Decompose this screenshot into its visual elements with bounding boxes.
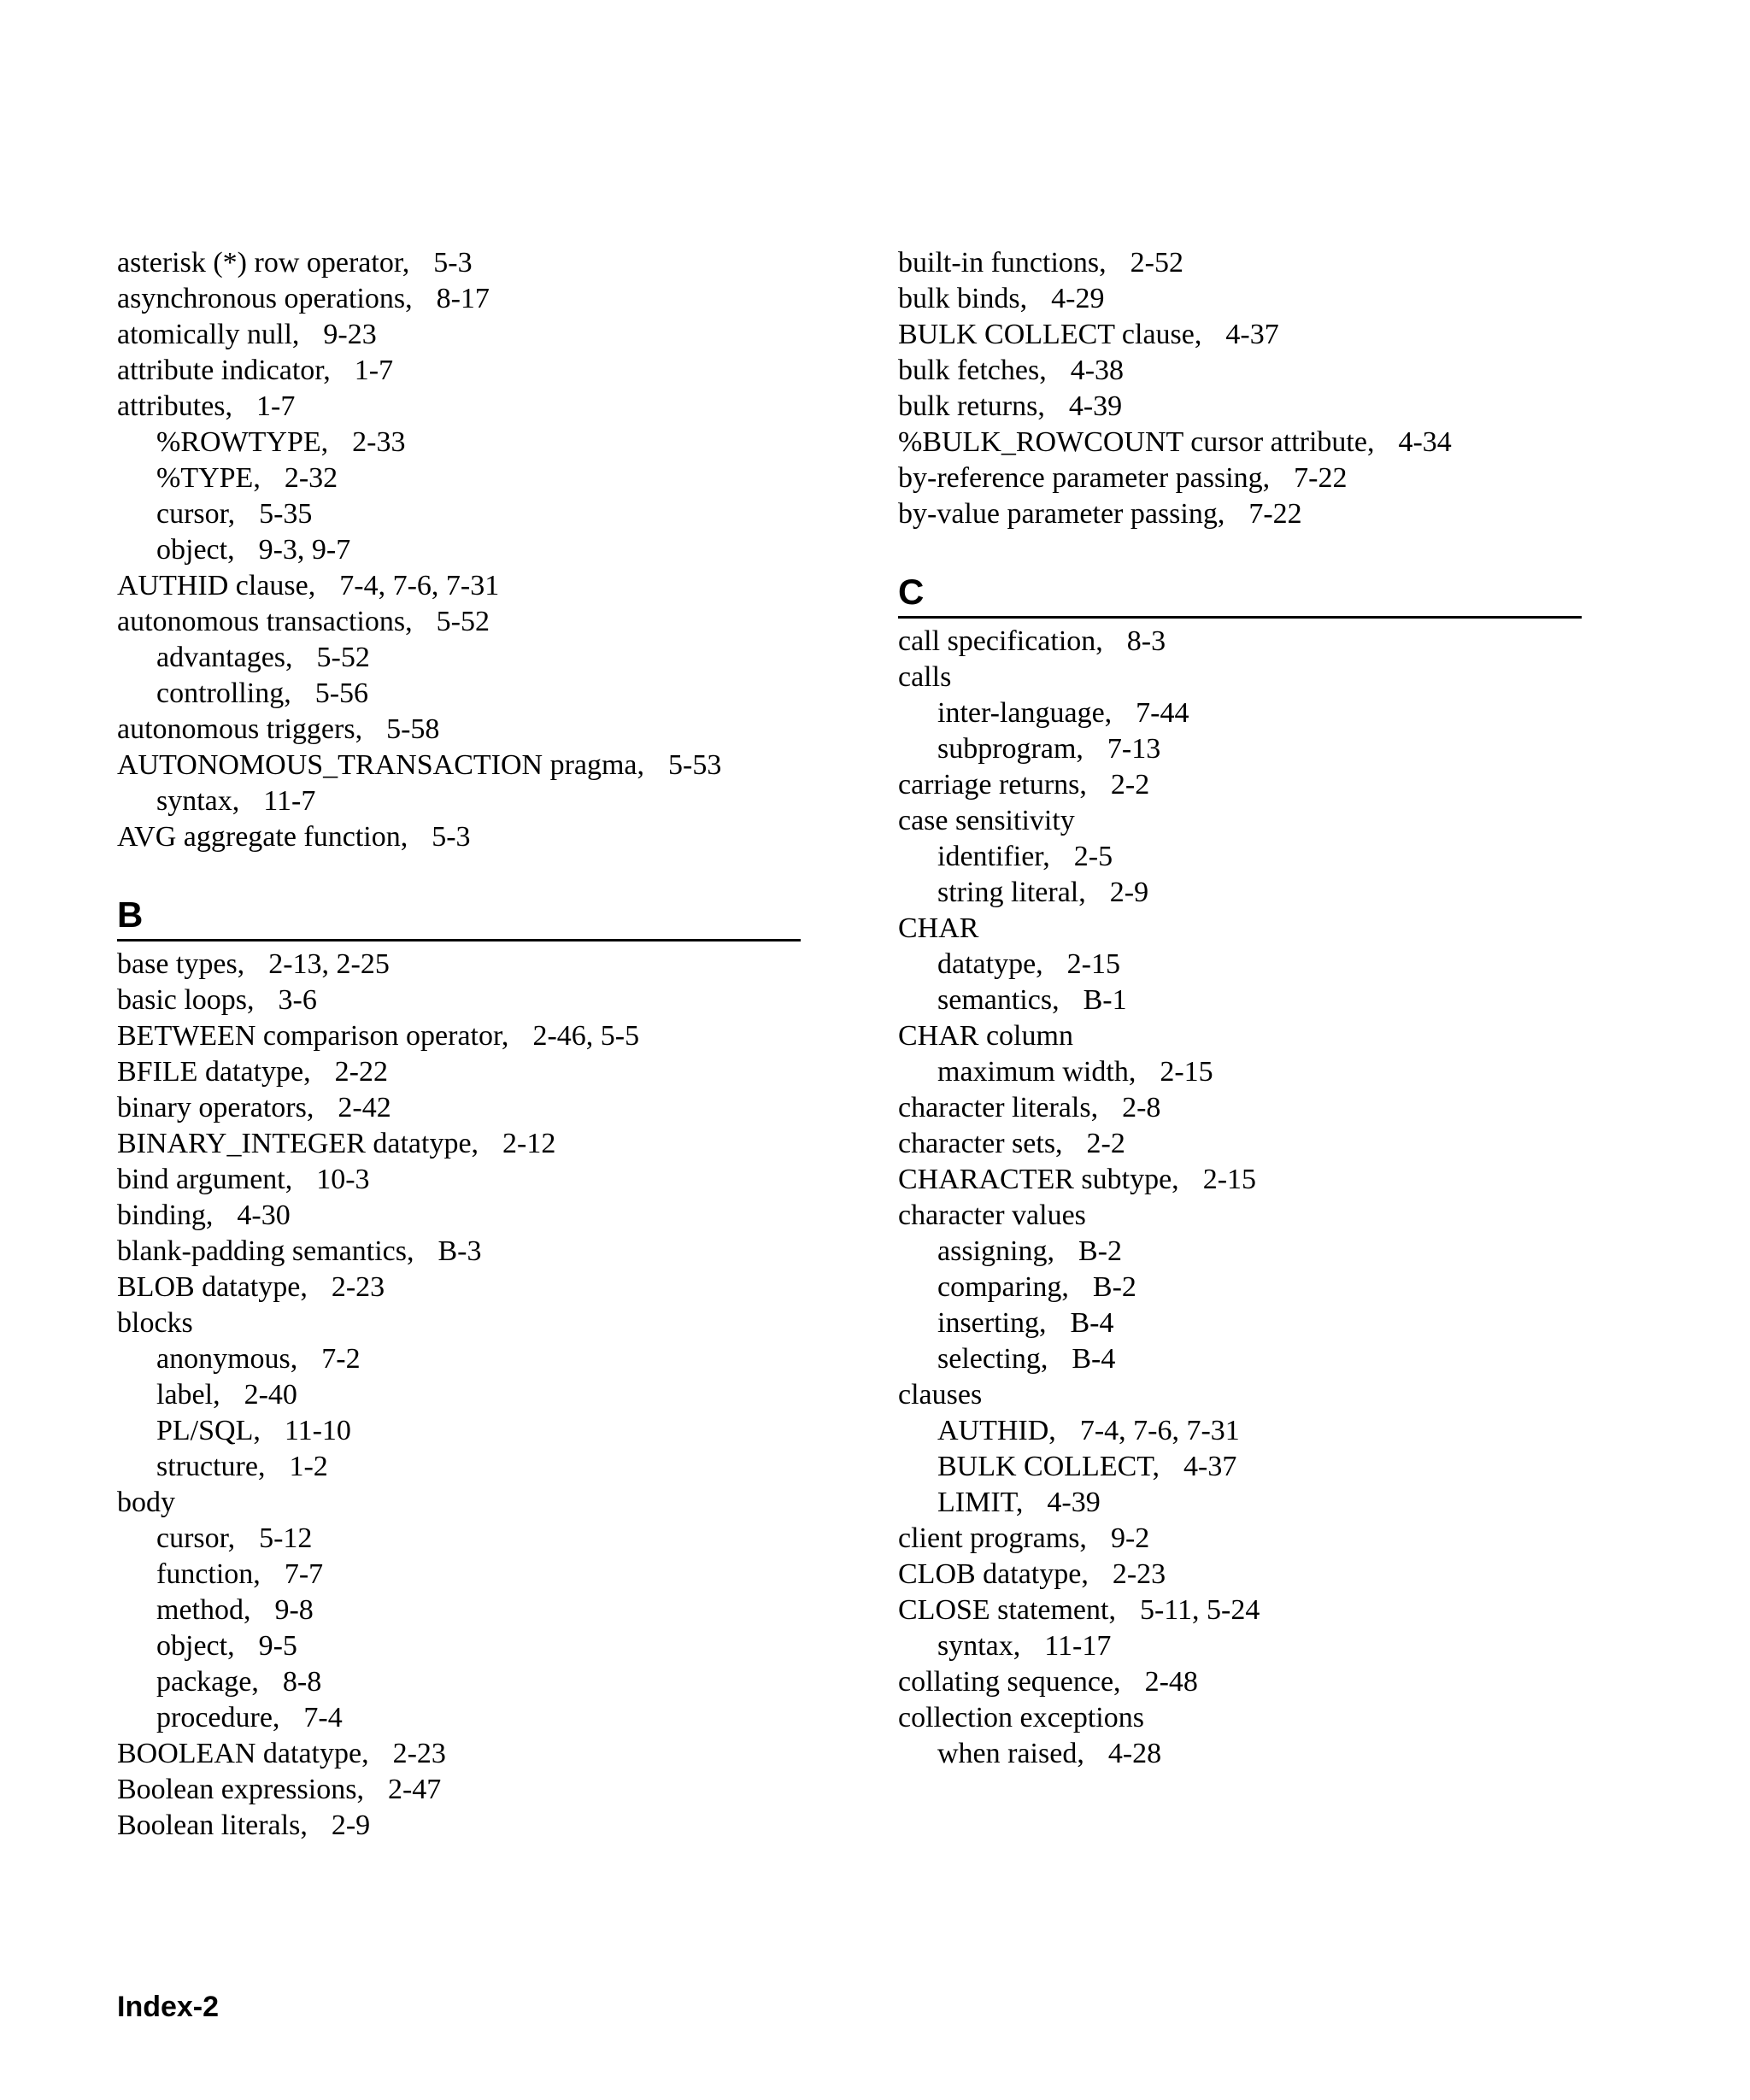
index-subentry <box>117 1557 801 1593</box>
section-divider <box>117 939 801 941</box>
index-entry <box>117 1090 801 1126</box>
index-term: AVG aggregate function, <box>117 821 408 853</box>
index-entry <box>117 604 801 640</box>
index-term: built-in functions, <box>898 247 1107 279</box>
index-entry <box>898 624 1582 660</box>
page-reference: 8-8 <box>282 1666 322 1698</box>
index-term: PL/SQL, <box>156 1415 261 1446</box>
index-entries-a <box>117 245 801 855</box>
index-term: asterisk (*) row operator, <box>117 247 410 279</box>
page-reference: 4-39 <box>1047 1487 1101 1518</box>
index-term: assigning, <box>937 1235 1054 1267</box>
page-reference: B-4 <box>1070 1307 1114 1339</box>
index-term: syntax, <box>937 1630 1021 1662</box>
index-subentry <box>898 1341 1582 1377</box>
page-reference: 2-9 <box>331 1810 371 1841</box>
page-reference: 2-40 <box>244 1379 297 1411</box>
index-subentry <box>117 1521 801 1557</box>
index-term: BFILE datatype, <box>117 1056 311 1088</box>
page-reference: 2-23 <box>331 1271 385 1303</box>
index-term: function, <box>156 1558 261 1590</box>
index-term: subprogram, <box>937 733 1083 765</box>
index-subentry <box>117 1593 801 1628</box>
page-reference: B-1 <box>1083 984 1127 1016</box>
index-term: character values <box>898 1200 1086 1231</box>
page-reference: 5-3 <box>432 821 471 853</box>
page-reference: 2-15 <box>1066 948 1120 980</box>
page-reference: 9-2 <box>1110 1522 1150 1554</box>
index-term: binary operators, <box>117 1092 314 1123</box>
index-entry <box>117 1162 801 1198</box>
index-entry <box>898 245 1582 281</box>
index-subentry <box>898 875 1582 911</box>
index-entry <box>117 748 801 783</box>
index-term: comparing, <box>937 1271 1069 1303</box>
index-entry <box>117 1808 801 1844</box>
page-reference: 2-2 <box>1086 1128 1125 1159</box>
index-term: inter-language, <box>937 697 1113 729</box>
index-entry <box>117 1772 801 1808</box>
index-term: selecting, <box>937 1343 1048 1375</box>
index-term: advantages, <box>156 642 293 673</box>
page-reference: 1-2 <box>289 1451 328 1482</box>
page-reference: 2-23 <box>1112 1558 1166 1590</box>
page-reference: 9-5 <box>258 1630 297 1662</box>
index-term: blocks <box>117 1307 193 1339</box>
page-reference: 7-4, 7-6, 7-31 <box>339 570 500 601</box>
index-term: blank-padding semantics, <box>117 1235 414 1267</box>
index-subentry <box>117 676 801 712</box>
index-entry <box>117 983 801 1018</box>
index-subentry <box>117 1377 801 1413</box>
index-entry <box>117 1736 801 1772</box>
index-term: AUTONOMOUS_TRANSACTION pragma, <box>117 749 645 781</box>
index-term: CLOB datatype, <box>898 1558 1089 1590</box>
page-reference: 2-47 <box>387 1774 442 1805</box>
page-reference: 7-7 <box>284 1558 324 1590</box>
index-subentry <box>117 1341 801 1377</box>
page-reference: 2-32 <box>284 462 338 494</box>
index-term: client programs, <box>898 1522 1087 1554</box>
index-entries-b <box>117 947 801 1844</box>
index-term: string literal, <box>937 877 1086 908</box>
index-term: BULK COLLECT, <box>937 1451 1160 1482</box>
index-subentry <box>898 1305 1582 1341</box>
index-subentry <box>117 1628 801 1664</box>
index-entry <box>117 1126 801 1162</box>
index-term: %BULK_ROWCOUNT cursor attribute, <box>898 426 1375 458</box>
index-entry <box>117 1234 801 1270</box>
index-term: attributes, <box>117 390 233 422</box>
page-reference: B-3 <box>438 1235 482 1267</box>
index-term: object, <box>156 1630 235 1662</box>
index-subentry <box>117 1664 801 1700</box>
index-term: syntax, <box>156 785 240 817</box>
index-term: carriage returns, <box>898 769 1087 801</box>
page-reference: 7-22 <box>1248 498 1302 530</box>
index-entry <box>117 568 801 604</box>
index-entry <box>898 1664 1582 1700</box>
index-term: Boolean expressions, <box>117 1774 364 1805</box>
index-subentry <box>898 1270 1582 1305</box>
page-reference: 5-52 <box>436 606 490 637</box>
index-term: binding, <box>117 1200 214 1231</box>
index-entry <box>898 1377 1582 1413</box>
page-reference: 5-35 <box>259 498 313 530</box>
index-term: cursor, <box>156 1522 236 1554</box>
index-entry <box>898 911 1582 947</box>
index-term: character sets, <box>898 1128 1063 1159</box>
page-reference: 2-9 <box>1109 877 1149 908</box>
page-reference: 4-37 <box>1225 319 1279 350</box>
index-entry <box>117 1305 801 1341</box>
index-entry <box>117 1270 801 1305</box>
page-reference: 2-8 <box>1122 1092 1161 1123</box>
page-reference: 9-3, 9-7 <box>258 534 351 566</box>
index-entry <box>898 1521 1582 1557</box>
index-term: when raised, <box>937 1738 1084 1769</box>
page-reference: 9-8 <box>274 1594 314 1626</box>
section-heading-c <box>898 568 1582 619</box>
page-reference: 5-53 <box>668 749 722 781</box>
page-reference: 2-15 <box>1160 1056 1213 1088</box>
index-subentry <box>898 1234 1582 1270</box>
index-term: anonymous, <box>156 1343 298 1375</box>
index-term: bulk returns, <box>898 390 1045 422</box>
index-subentry <box>117 783 801 819</box>
index-term: by-reference parameter passing, <box>898 462 1271 494</box>
index-term: BOOLEAN datatype, <box>117 1738 369 1769</box>
index-subentry <box>898 839 1582 875</box>
page-reference: 8-3 <box>1126 625 1166 657</box>
index-entry <box>898 660 1582 695</box>
index-entry <box>898 460 1582 496</box>
page-reference: 5-52 <box>316 642 370 673</box>
page-reference: 1-7 <box>256 390 296 422</box>
index-entry <box>898 389 1582 425</box>
index-entries-b-continued <box>898 245 1582 532</box>
page-reference: 2-52 <box>1130 247 1183 279</box>
index-term: AUTHID, <box>937 1415 1056 1446</box>
index-term: %TYPE, <box>156 462 261 494</box>
page-reference: 10-3 <box>316 1164 370 1195</box>
index-subentry <box>898 1485 1582 1521</box>
index-term: CHAR column <box>898 1020 1073 1052</box>
section-divider <box>898 616 1582 619</box>
page-reference: 2-23 <box>392 1738 446 1769</box>
page-reference: 11-7 <box>263 785 316 817</box>
index-subentry <box>117 640 801 676</box>
index-subentry <box>898 1054 1582 1090</box>
index-subentry <box>117 496 801 532</box>
section-letter: B <box>117 895 144 935</box>
index-term: base types, <box>117 948 245 980</box>
page-reference: 2-5 <box>1073 841 1113 872</box>
index-term: AUTHID clause, <box>117 570 316 601</box>
page-reference: 2-46, 5-5 <box>532 1020 640 1052</box>
index-term: datatype, <box>937 948 1043 980</box>
page-reference: 2-33 <box>352 426 406 458</box>
page-reference: 7-4, 7-6, 7-31 <box>1079 1415 1240 1446</box>
index-subentry <box>117 532 801 568</box>
index-entry <box>898 1018 1582 1054</box>
index-term: autonomous triggers, <box>117 713 363 745</box>
index-entry <box>898 1557 1582 1593</box>
index-entry <box>117 1198 801 1234</box>
page-reference: B-2 <box>1092 1271 1136 1303</box>
page-reference: 7-2 <box>321 1343 361 1375</box>
page-reference: 4-37 <box>1183 1451 1237 1482</box>
index-term: CHAR <box>898 912 979 944</box>
page-reference: 11-10 <box>284 1415 351 1446</box>
index-subentry <box>898 1628 1582 1664</box>
index-term: BINARY_INTEGER datatype, <box>117 1128 479 1159</box>
index-term: CHARACTER subtype, <box>898 1164 1179 1195</box>
index-subentry <box>898 1736 1582 1772</box>
page-reference: 2-12 <box>502 1128 556 1159</box>
index-subentry <box>898 1449 1582 1485</box>
page-reference: 1-7 <box>354 355 394 386</box>
index-entry <box>898 1090 1582 1126</box>
index-term: label, <box>156 1379 220 1411</box>
index-entry <box>117 1485 801 1521</box>
index-term: collection exceptions <box>898 1702 1144 1733</box>
index-term: CLOSE statement, <box>898 1594 1116 1626</box>
index-term: package, <box>156 1666 259 1698</box>
index-term: asynchronous operations, <box>117 283 413 314</box>
index-term: bulk binds, <box>898 283 1028 314</box>
index-term: structure, <box>156 1451 266 1482</box>
index-entry <box>117 712 801 748</box>
index-term: object, <box>156 534 235 566</box>
index-entry <box>898 353 1582 389</box>
index-subentry <box>898 1413 1582 1449</box>
index-term: LIMIT, <box>937 1487 1024 1518</box>
page-reference: 5-3 <box>433 247 473 279</box>
index-subentry <box>898 947 1582 983</box>
page-reference: 7-44 <box>1136 697 1189 729</box>
page-reference: 2-48 <box>1144 1666 1198 1698</box>
index-term: clauses <box>898 1379 983 1411</box>
index-term: atomically null, <box>117 319 300 350</box>
index-entry <box>898 1593 1582 1628</box>
index-subentry <box>117 1449 801 1485</box>
page-reference: 5-58 <box>386 713 440 745</box>
index-entry <box>898 803 1582 839</box>
index-entry <box>898 1700 1582 1736</box>
page-reference: 5-56 <box>314 678 369 709</box>
page-reference: 7-22 <box>1294 462 1348 494</box>
page-reference: 7-13 <box>1107 733 1161 765</box>
index-term: calls <box>898 661 952 693</box>
index-entry <box>117 1018 801 1054</box>
page-reference: 2-2 <box>1110 769 1150 801</box>
page-reference: 5-12 <box>259 1522 313 1554</box>
index-entry <box>898 1162 1582 1198</box>
index-entry <box>117 281 801 317</box>
index-term: controlling, <box>156 678 291 709</box>
index-entry <box>898 317 1582 353</box>
index-term: attribute indicator, <box>117 355 331 386</box>
index-entries-c <box>898 624 1582 1772</box>
page-reference: 4-38 <box>1070 355 1125 386</box>
index-entry <box>898 496 1582 532</box>
index-term: maximum width, <box>937 1056 1136 1088</box>
index-term: case sensitivity <box>898 805 1075 836</box>
page-reference: 2-13, 2-25 <box>268 948 390 980</box>
index-term: body <box>117 1487 175 1518</box>
index-entry <box>898 1126 1582 1162</box>
index-term: semantics, <box>937 984 1060 1016</box>
page-reference: 3-6 <box>278 984 317 1016</box>
page-reference: 4-34 <box>1398 426 1452 458</box>
index-entry <box>117 389 801 425</box>
page-reference: 9-23 <box>323 319 377 350</box>
index-entry <box>117 245 801 281</box>
index-term: autonomous transactions, <box>117 606 413 637</box>
index-term: %ROWTYPE, <box>156 426 329 458</box>
index-column-left <box>117 245 801 1844</box>
index-term: call specification, <box>898 625 1103 657</box>
index-subentry <box>117 1413 801 1449</box>
index-term: procedure, <box>156 1702 280 1733</box>
index-term: inserting, <box>937 1307 1047 1339</box>
page-reference: 2-15 <box>1202 1164 1257 1195</box>
index-entry <box>898 425 1582 460</box>
index-term: character literals, <box>898 1092 1099 1123</box>
section-heading-b <box>117 891 801 941</box>
page-reference: 8-17 <box>436 283 490 314</box>
page-reference: 4-28 <box>1107 1738 1162 1769</box>
index-term: BLOB datatype, <box>117 1271 308 1303</box>
index-entry <box>898 1198 1582 1234</box>
page-reference: 5-11, 5-24 <box>1139 1594 1260 1626</box>
page-number-label: Index-2 <box>117 1991 220 2023</box>
index-term: BULK COLLECT clause, <box>898 319 1202 350</box>
page-reference: 2-22 <box>334 1056 388 1088</box>
index-term: by-value parameter passing, <box>898 498 1225 530</box>
page-reference: 4-39 <box>1068 390 1123 422</box>
index-term: cursor, <box>156 498 236 530</box>
page-reference: 4-29 <box>1051 283 1105 314</box>
index-term: collating sequence, <box>898 1666 1121 1698</box>
index-subentry <box>117 425 801 460</box>
index-term: BETWEEN comparison operator, <box>117 1020 509 1052</box>
index-entry <box>898 767 1582 803</box>
page-reference: 4-30 <box>237 1200 291 1231</box>
index-subentry <box>117 1700 801 1736</box>
page-reference: 7-4 <box>303 1702 343 1733</box>
index-term: bind argument, <box>117 1164 293 1195</box>
index-subentry <box>117 460 801 496</box>
page-reference: B-4 <box>1072 1343 1116 1375</box>
index-term: bulk fetches, <box>898 355 1047 386</box>
index-entry <box>117 819 801 855</box>
index-term: Boolean literals, <box>117 1810 308 1841</box>
page-reference: B-2 <box>1078 1235 1122 1267</box>
index-entry <box>117 947 801 983</box>
index-column-right <box>898 245 1582 1772</box>
index-subentry <box>898 731 1582 767</box>
index-term: method, <box>156 1594 251 1626</box>
index-entry <box>117 1054 801 1090</box>
page-reference: 11-17 <box>1044 1630 1112 1662</box>
index-entry <box>117 353 801 389</box>
index-term: basic loops, <box>117 984 255 1016</box>
page-reference: 2-42 <box>338 1092 391 1123</box>
index-entry <box>898 281 1582 317</box>
index-entry <box>117 317 801 353</box>
index-subentry <box>898 983 1582 1018</box>
index-term: identifier, <box>937 841 1050 872</box>
index-subentry <box>898 695 1582 731</box>
section-letter: C <box>898 572 925 612</box>
